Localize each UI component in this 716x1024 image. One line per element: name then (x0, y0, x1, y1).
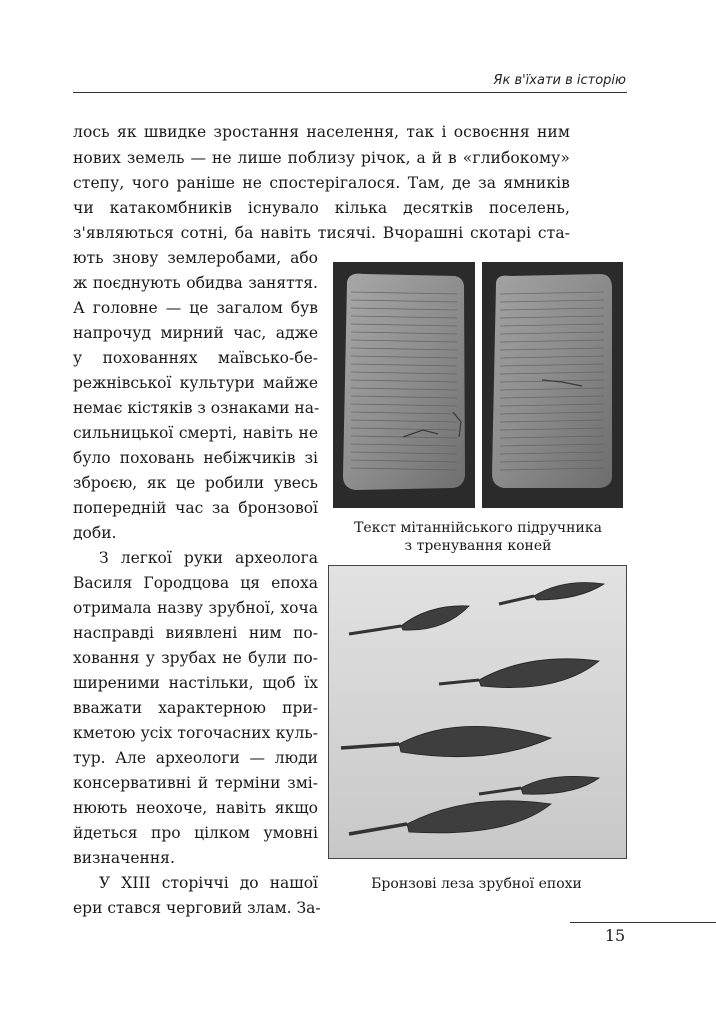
running-header-title: Як в'їхати в історію (493, 73, 626, 88)
body-line: визначення. (73, 849, 175, 867)
body-line: Василя Городцова ця епоха (73, 574, 318, 592)
body-line: ери стався черговий злам. За- (73, 899, 321, 917)
body-line: зброєю, як це робили увесь (73, 474, 318, 492)
tablet-caption-line-2: з тренування коней (404, 538, 552, 554)
page-number: 15 (604, 926, 626, 945)
tablet-photo-right (482, 262, 623, 508)
body-line: А головне — це загалом був (73, 299, 318, 317)
body-line: напрочуд мирний час, адже (73, 324, 318, 342)
body-line: чи катакомбників існувало кілька десятків поселень, (73, 199, 570, 217)
body-line: нових земель — не лише поблизу річок, а й в «глибокому» (73, 149, 570, 167)
body-line: ють знову землеробами, або (73, 249, 318, 267)
body-line: немає кістяків з ознаками на- (73, 399, 320, 417)
body-line: сильницької смерті, навіть не (73, 424, 318, 442)
body-line: нюють неохоче, навіть якщо (73, 799, 318, 817)
body-line: насправді виявлені ним по- (73, 624, 318, 642)
tablet-caption-line-1: Текст мітаннійського підручника (354, 520, 602, 536)
body-line: ж поєднують обидва заняття. (73, 274, 318, 292)
body-line: консервативні й терміни змі- (73, 774, 318, 792)
body-line: у похованнях маївсько-бе- (73, 349, 318, 367)
body-line: вважати характерною при- (73, 699, 318, 717)
blades-caption: Бронзові леза зрубної епохи (371, 876, 582, 892)
body-line: було поховань небіжчиків зі (73, 449, 318, 467)
header-rule (73, 92, 627, 93)
body-line: доби. (73, 524, 117, 542)
body-line: отримала назву зрубної, хоча (73, 599, 318, 617)
body-line: ховання у зрубах не були по- (73, 649, 318, 667)
body-line: попередній час за бронзової (73, 499, 318, 517)
body-line: ширеними настільки, щоб їх (73, 674, 318, 692)
body-line: кметою усіх тогочасних куль- (73, 724, 318, 742)
body-line: лось як швидке зростання населення, так і освоєння ним (73, 123, 570, 141)
body-line: режнівської культури майже (73, 374, 318, 392)
body-line: йдеться про цілком умовні (73, 824, 318, 842)
tablet-photo-left (333, 262, 475, 508)
body-line: з'являються сотні, ба навіть тисячі. Вчорашні скотарі ста- (73, 224, 570, 242)
body-line: тур. Але археологи — люди (73, 749, 318, 767)
body-line: степу, чого раніше не спостерігалося. Там, де за ямників (73, 174, 570, 192)
bronze-blades-photo (328, 565, 627, 859)
body-line: З легкої руки археолога (99, 549, 318, 567)
body-line: У XIII сторіччі до нашої (99, 874, 318, 892)
footer-rule (570, 922, 716, 923)
tablet-caption (333, 519, 623, 555)
